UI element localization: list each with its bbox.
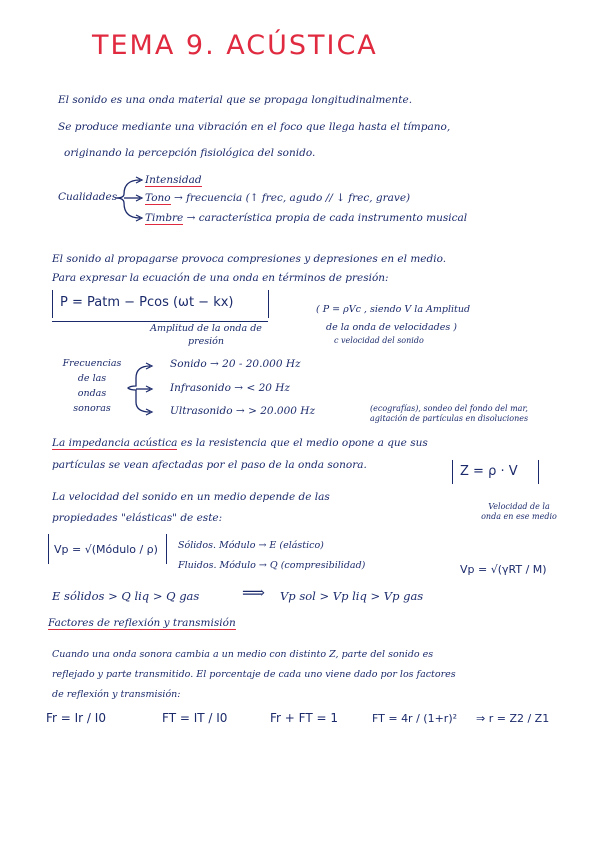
cualidades-label: Cualidades [58,191,118,203]
formula-ft: FT = IT / I0 [162,711,228,725]
impedancia-line-1: La impedancia acústica es la resistencia que el medio opone a que sus [52,437,428,449]
presion-note-1: ( P = ρVc , siendo V la Amplitud [316,304,471,315]
velocidad-text-2: propiedades "elásticas" de este: [52,512,223,524]
compare-velocities: Vp sol > Vp liq > Vp gas [280,589,424,603]
presion-text-2: Para expresar la ecuación de una onda en términos de presión: [52,272,389,284]
formula-sum: Fr + FT = 1 [270,711,338,725]
freq-sonido: Sonido → 20 - 20.000 Hz [170,358,301,370]
factores-text-2: reflejado y parte transmitido. El porcentaje de cada uno viene dado por los factores [52,669,456,680]
pressure-wave-formula: P = Patm − Pcos (ωt − kx) [60,295,234,310]
velocidad-fluidos: Fluidos. Módulo → Q (compresibilidad) [178,560,366,571]
cualidad-tono: Tono → frecuencia (↑ frec, agudo // ↓ frec, grave) [145,192,411,204]
amplitude-label: Amplitud de la onda de presión [150,323,262,347]
formula-fr: Fr = Ir / I0 [46,711,106,725]
impedancia-line-2: partículas se vean afectadas por el paso de la onda sonora. [52,459,367,471]
page-title: TEMA 9. ACÚSTICA [92,30,378,61]
cualidad-timbre: Timbre → característica propia de cada instrumento musical [145,212,468,224]
freq-ultrasonido: Ultrasonido → > 20.000 Hz [170,405,315,417]
presion-text-1: El sonido al propagarse provoca compresiones y depresiones en el medio. [52,253,447,265]
cualidad-intensidad: Intensidad [145,174,202,186]
presion-note-3: c velocidad del sonido [334,336,424,345]
intro-line-2: Se produce mediante una vibración en el foco que llega hasta el tímpano, [58,121,451,133]
factores-heading: Factores de reflexión y transmisión [48,617,236,629]
freq-infrasonido: Infrasonido → < 20 Hz [170,382,290,394]
impedancia-note: Velocidad de la onda en ese medio [481,502,557,521]
compare-moduli: E sólidos > Q liq > Q gas [52,589,200,603]
presion-note-2: de la onda de velocidades ) [326,322,457,333]
velocidad-solidos: Sólidos. Módulo → E (elástico) [178,540,324,551]
impedance-formula: Z = ρ · V [460,464,518,479]
formula-ft-r: FT = 4r / (1+r)² [372,712,458,725]
velocity-modulus-formula: Vp = √(Módulo / ρ) [54,543,158,556]
formula-r: ⇒ r = Z2 / Z1 [476,712,550,725]
intro-line-1: El sonido es una onda material que se propaga longitudinalmente. [58,94,413,106]
frecuencias-label: Frecuencias de las ondas sonoras [62,358,122,414]
factores-text-1: Cuando una onda sonora cambia a un medio con distinto Z, parte del sonido es [52,649,434,660]
factores-text-3: de reflexión y transmisión: [52,689,181,700]
velocidad-text-1: La velocidad del sonido en un medio depende de las [52,491,330,503]
ultrasonido-note: (ecografías), sondeo del fondo del mar, agitación de partículas en disoluciones [370,404,529,423]
velocity-gas-formula: Vp = √(γRT / M) [460,563,547,576]
intro-line-3: originando la percepción fisiológica del sonido. [64,147,316,159]
implies-icon: ⟹ [242,583,265,602]
